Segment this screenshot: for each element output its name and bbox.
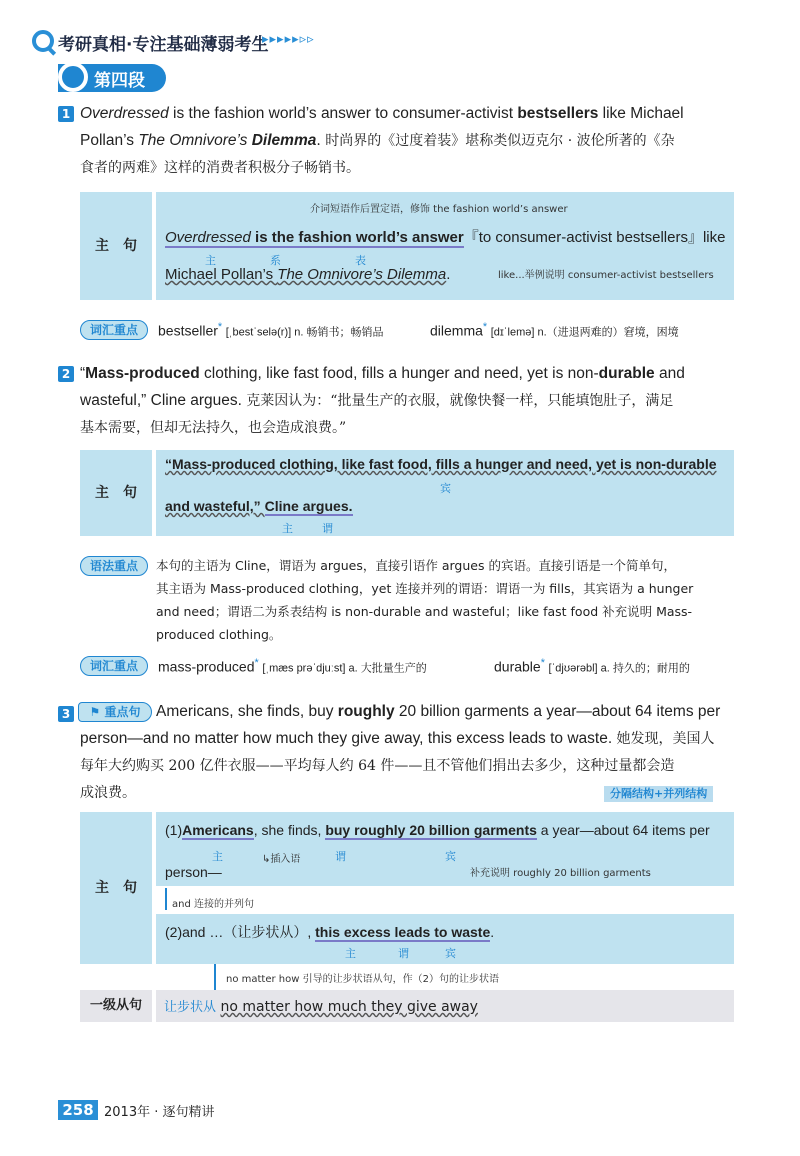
p1-box-line1: Overdressed is the fashion world’s answer『to consumer-activist bestsellers』like xyxy=(165,229,726,246)
sub-clause-label: 一级从句 xyxy=(80,990,152,1022)
p3-tag2-object: 宾 xyxy=(445,947,456,960)
sentence-number: 3 xyxy=(58,706,74,722)
p3-tag-subject: 主 xyxy=(212,850,223,863)
connector-line xyxy=(165,888,167,910)
p3-tag-object: 宾 xyxy=(445,850,456,863)
p1-text: Overdressed is the fashion world’s answer to consumer-activist bestsellers like Michael Pollan’s The Omnivore’s Dilemma. 时尚界的《过度着装》堪称类似迈克尔 · 波伦所著的《杂 食者的两难》这样的消费者积极分子畅销书。 xyxy=(80,105,684,176)
p1-vocab-2: dilemma* [dɪˈlemə] n.（进退两难的）窘境，困境 xyxy=(430,321,679,339)
p3-box-line2: person— xyxy=(165,864,222,880)
footer-text: 2013年 · 逐句精讲 xyxy=(104,1105,215,1120)
vocab-badge: 词汇重点 xyxy=(80,656,148,676)
p3-and-note: and 连接的并列句 xyxy=(172,899,254,910)
section-search-icon xyxy=(58,62,88,92)
p3-box-line1: (1)Americans, she finds, buy roughly 20 billion garments a year—about 64 items per xyxy=(165,822,710,838)
sentence-number: 2 xyxy=(58,366,74,382)
section-title: 第四段 xyxy=(94,71,145,91)
sub-clause-text: 让步状从 no matter how much they give away xyxy=(164,999,478,1015)
connector-line xyxy=(214,964,216,990)
p3-line1: Americans, she finds, buy roughly 20 billion garments a year—about 64 items per xyxy=(156,703,721,720)
p1-box-label: 主 句 xyxy=(80,192,152,300)
p1-tag-predicative: 表 xyxy=(355,254,366,267)
p3-tag2-predicate: 谓 xyxy=(398,947,409,960)
p3-tag2-subject: 主 xyxy=(345,947,356,960)
sentence-number: 1 xyxy=(58,106,74,122)
p1-note-right: like...举例说明 consumer-activist bestsellers xyxy=(498,270,714,281)
p2-tag-subject: 主 xyxy=(282,522,293,535)
p2-tag-object: 宾 xyxy=(440,482,451,495)
p2-tag-predicate: 谓 xyxy=(322,522,333,535)
p1-note-top: 介词短语作后置定语，修饰 the fashion world’s answer xyxy=(310,204,568,215)
p2-grammar-notes: 本句的主语为 Cline，谓语为 argues，直接引语作 argues 的宾语。直接引语是一个简单句， 其主语为 Mass-produced clothing，yet 连接并列的谓语：谓语一为 fills，其宾语为 a hunger and need；谓语二为系表结构 is non-durable and wasteful；like fast food 补充说明 Mass- produced clothing。 xyxy=(156,558,694,642)
key-sentence-badge: ⚑ 重点句 xyxy=(78,702,152,722)
p1-vocab-1: bestseller* [ˌbestˈselə(r)] n. 畅销书；畅销品 xyxy=(158,321,384,339)
p2-box-line2: and wasteful,” Cline argues. xyxy=(165,498,353,514)
p1-box-line2: Michael Pollan’s The Omnivore’s Dilemma. xyxy=(165,266,451,283)
p1-tag-subject: 主 xyxy=(205,254,216,267)
p3-text: person—and no matter how much they give away, this excess leads to waste. 她发现，美国人 每年大约购买 200 亿件衣服——平均每人约 64 件——且不管他们捐出去多少，这种过量都会造 成浪费。 xyxy=(80,730,715,801)
p3-box-label: 主 句 xyxy=(80,812,152,964)
page-number: 258 xyxy=(58,1100,98,1120)
p2-text: “Mass-produced clothing, like fast food, fills a hunger and need, yet is non-durable and wasteful,” Cline argues. 克莱因认为：“批量生产的衣服，就像快餐一样，只能填饱肚子，满足 基本需要，但却无法持久，也会造成浪费。” xyxy=(80,365,685,436)
p2-box-label: 主 句 xyxy=(80,450,152,536)
header-arrows-icon: ▸▸▸▸▸▹▹ xyxy=(262,32,315,47)
p2-vocab-1: mass-produced* [ˌmæs prəˈdjuːst] a. 大批量生产的 xyxy=(158,657,427,675)
structure-ribbon: 分隔结构+并列结构 xyxy=(604,786,713,802)
p3-note-bottom: no matter how 引导的让步状语从句，作（2）句的让步状语 xyxy=(226,974,499,985)
p1-tag-link: 系 xyxy=(270,254,281,267)
p2-vocab-2: durable* [ˈdjʊərəbl] a. 持久的；耐用的 xyxy=(494,657,690,675)
p3-box-line3: (2)and …（让步状从）, this excess leads to waste. xyxy=(165,924,495,940)
p3-tag-predicate: 谓 xyxy=(335,850,346,863)
brand-logo-icon xyxy=(32,30,54,52)
header-brand: 考研真相·专注基础薄弱考生 xyxy=(58,35,269,55)
p3-tag-insert: ↳插入语 xyxy=(262,854,301,865)
p2-box-line1: “Mass-produced clothing, like fast food, fills a hunger and need, yet is non-durable xyxy=(165,456,717,472)
vocab-badge: 词汇重点 xyxy=(80,320,148,340)
grammar-badge: 语法重点 xyxy=(80,556,148,576)
p3-note-right: 补充说明 roughly 20 billion garments xyxy=(470,868,651,879)
